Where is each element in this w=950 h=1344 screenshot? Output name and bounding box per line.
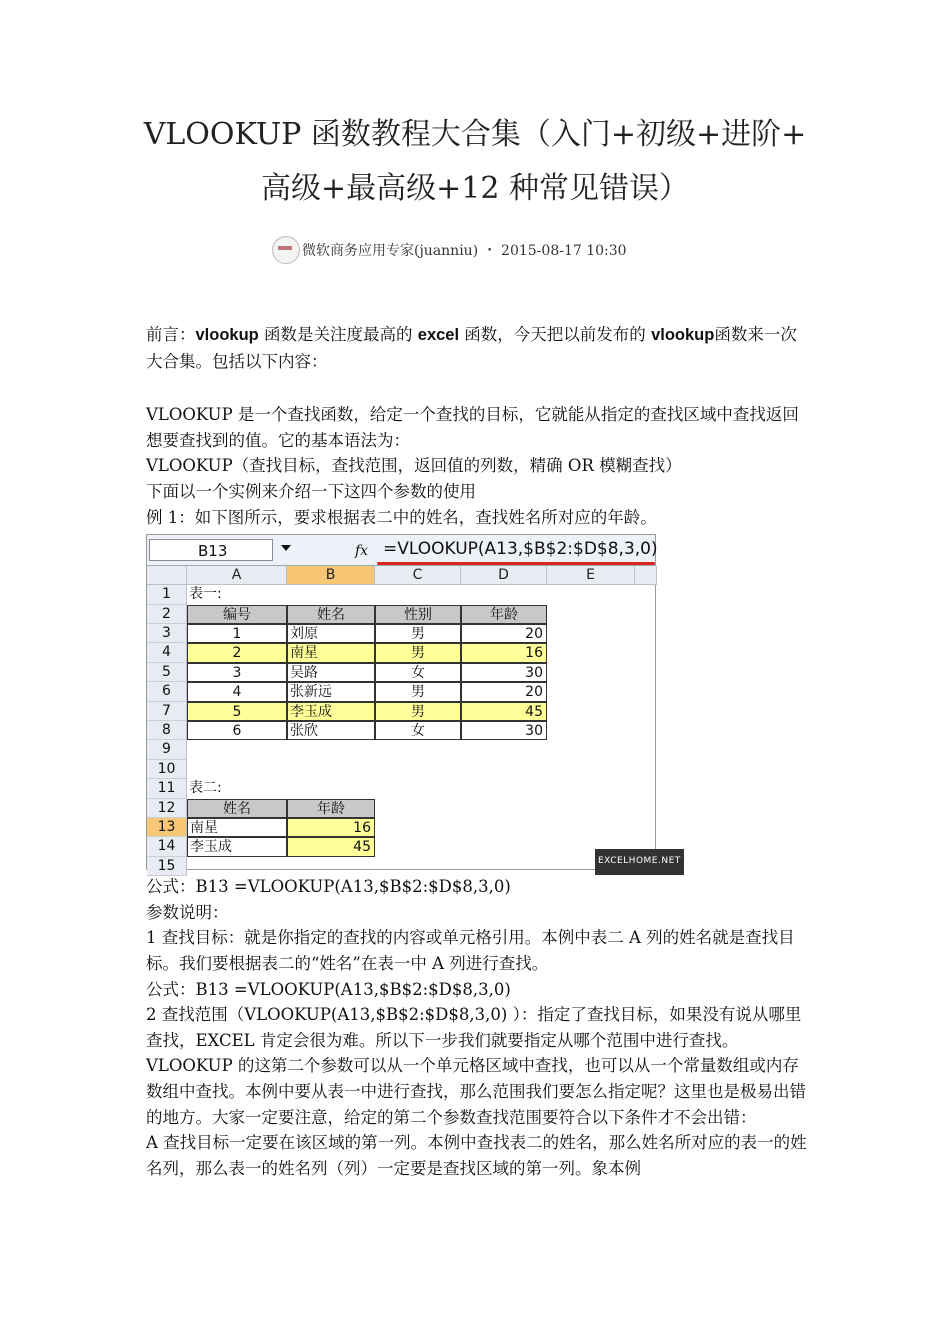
table1-cell: 45	[461, 702, 547, 721]
article-body	[146, 322, 810, 1181]
row-number: 8	[147, 721, 187, 740]
row-number: 10	[147, 760, 187, 779]
intro-paragraph	[146, 322, 810, 374]
table1-cell: 吴路	[287, 663, 375, 682]
table1-cell: 刘原	[287, 624, 375, 643]
table1-cell: 16	[461, 643, 547, 662]
article-title	[100, 108, 850, 216]
author-meta	[272, 236, 627, 264]
paragraph: VLOOKUP（查找目标，查找范围，返回值的列数，精确 OR 模糊查找）	[146, 456, 682, 476]
table1-cell: 5	[187, 702, 287, 721]
watermark: EXCELHOME.NET	[595, 849, 684, 875]
table1-cell: 女	[375, 721, 461, 740]
paragraph: 2 查找范围（VLOOKUP(A13,$B$2:$D$8,3,0) ）：指定了查找目标，如果没有说从哪里查找，EXCEL 肯定会很为难。所以下一步我们就要指定从哪个范围中进行查找。VLOOKUP 的这第二个参数可以从一个单元格区域中查找，也可以从一个常量数组或内存数组中查找。本例中要从表一中进行查找，那么范围我们要怎么指定呢？这里也是极易出错的地方。大家一定要注意，给定的第二个参数查找范围要符合以下条件才不会出错：	[146, 1005, 806, 1127]
table2-name-cell: 南星	[187, 818, 287, 837]
row-number: 6	[147, 682, 187, 701]
table1-title: 表一:	[189, 586, 222, 603]
row-number: 5	[147, 663, 187, 682]
paragraph: VLOOKUP 是一个查找函数，给定一个查找的目标，它就能从指定的查找区域中查找返回想要查找到的值。它的基本语法为：	[146, 405, 799, 450]
table1-cell: 2	[187, 643, 287, 662]
formula-bar	[147, 535, 658, 566]
title-line-1: VLOOKUP 函数教程大合集（入门+初级+进阶+	[143, 117, 807, 152]
formula-underline	[377, 562, 655, 565]
table1-cell: 男	[375, 643, 461, 662]
table2-name-cell: 李玉成	[187, 837, 287, 856]
formula-text: =VLOOKUP(A13,$B$2:$D$8,3,0)	[383, 539, 658, 560]
column-header-extra	[635, 566, 657, 585]
author-avatar-icon	[272, 236, 300, 264]
sheet-corner	[147, 566, 187, 585]
table2-header: 姓名	[187, 799, 287, 818]
name-box: B13	[149, 539, 273, 561]
table1-cell: 男	[375, 702, 461, 721]
table1-cell: 男	[375, 624, 461, 643]
table1-cell: 李玉成	[287, 702, 375, 721]
intro-text-1: 前言：	[146, 325, 196, 344]
row-number: 7	[147, 702, 187, 721]
column-header: D	[461, 566, 547, 585]
row-number: 12	[147, 799, 187, 818]
spreadsheet-screenshot	[146, 534, 681, 874]
row-number: 15	[147, 857, 187, 876]
table1-cell: 30	[461, 663, 547, 682]
paragraph: 下面以一个实例来介绍一下这四个参数的使用	[146, 481, 476, 501]
table1-cell: 30	[461, 721, 547, 740]
table1-header: 编号	[187, 605, 287, 624]
row-number: 13	[147, 818, 187, 837]
paragraph: A 查找目标一定要在该区域的第一列。本例中查找表二的姓名，那么姓名所对应的表一的姓名列，那么表一的姓名列（列）一定要是查找区域的第一列。象本例	[146, 1133, 807, 1178]
paragraph: 参数说明：	[146, 902, 229, 922]
table1-cell: 南星	[287, 643, 375, 662]
dropdown-arrow-icon	[281, 545, 291, 551]
table1-header: 年龄	[461, 605, 547, 624]
intro-text-2: 函数是关注度最高的	[258, 325, 418, 344]
row-number: 2	[147, 605, 187, 624]
table1-cell: 6	[187, 721, 287, 740]
table1-cell: 4	[187, 682, 287, 701]
row-number: 4	[147, 643, 187, 662]
intro-bold-1: vlookup	[195, 326, 259, 344]
table1-cell: 女	[375, 663, 461, 682]
table1-header: 姓名	[287, 605, 375, 624]
paragraph: 例 1：如下图所示，要求根据表二中的姓名，查找姓名所对应的年龄。	[146, 507, 657, 527]
row-number: 3	[147, 624, 187, 643]
intro-text-3: 函数，今天把以前发布的	[459, 325, 652, 344]
intro-bold-3: vlookup	[651, 326, 715, 344]
fx-icon: fx	[355, 543, 369, 560]
paragraph: 公式：B13 =VLOOKUP(A13,$B$2:$D$8,3,0)	[146, 979, 511, 999]
author-line: 微软商务应用专家(juanniu) ・ 2015-08-17 10:30	[302, 243, 627, 259]
table2-age-cell: 45	[287, 837, 375, 856]
column-header: B	[287, 566, 375, 585]
row-number: 11	[147, 779, 187, 798]
column-header: C	[375, 566, 461, 585]
title-line-2: 高级+最高级+12 种常见错误）	[261, 171, 689, 206]
table2-title: 表二:	[189, 780, 222, 797]
row-number: 1	[147, 585, 187, 604]
table1-cell: 张欣	[287, 721, 375, 740]
paragraph: 公式：B13 =VLOOKUP(A13,$B$2:$D$8,3,0)	[146, 877, 511, 897]
table1-cell: 20	[461, 682, 547, 701]
row-number: 9	[147, 740, 187, 759]
table2-header: 年龄	[287, 799, 375, 818]
table1-cell: 3	[187, 663, 287, 682]
table1-cell: 男	[375, 682, 461, 701]
intro-bold-2: excel	[417, 326, 460, 344]
column-header: E	[547, 566, 635, 585]
table1-cell: 张新远	[287, 682, 375, 701]
intro-text-4: 函数来一次大合集。包括以下内容：	[146, 325, 797, 371]
column-header: A	[187, 566, 287, 585]
row-number: 14	[147, 837, 187, 856]
table1-header: 性别	[375, 605, 461, 624]
paragraph: 1 查找目标：就是你指定的查找的内容或单元格引用。本例中表二 A 列的姓名就是查找目标。我们要根据表二的“姓名”在表一中 A 列进行查找。	[146, 928, 795, 973]
table1-cell: 20	[461, 624, 547, 643]
table1-cell: 1	[187, 624, 287, 643]
table2-age-cell: 16	[287, 818, 375, 837]
